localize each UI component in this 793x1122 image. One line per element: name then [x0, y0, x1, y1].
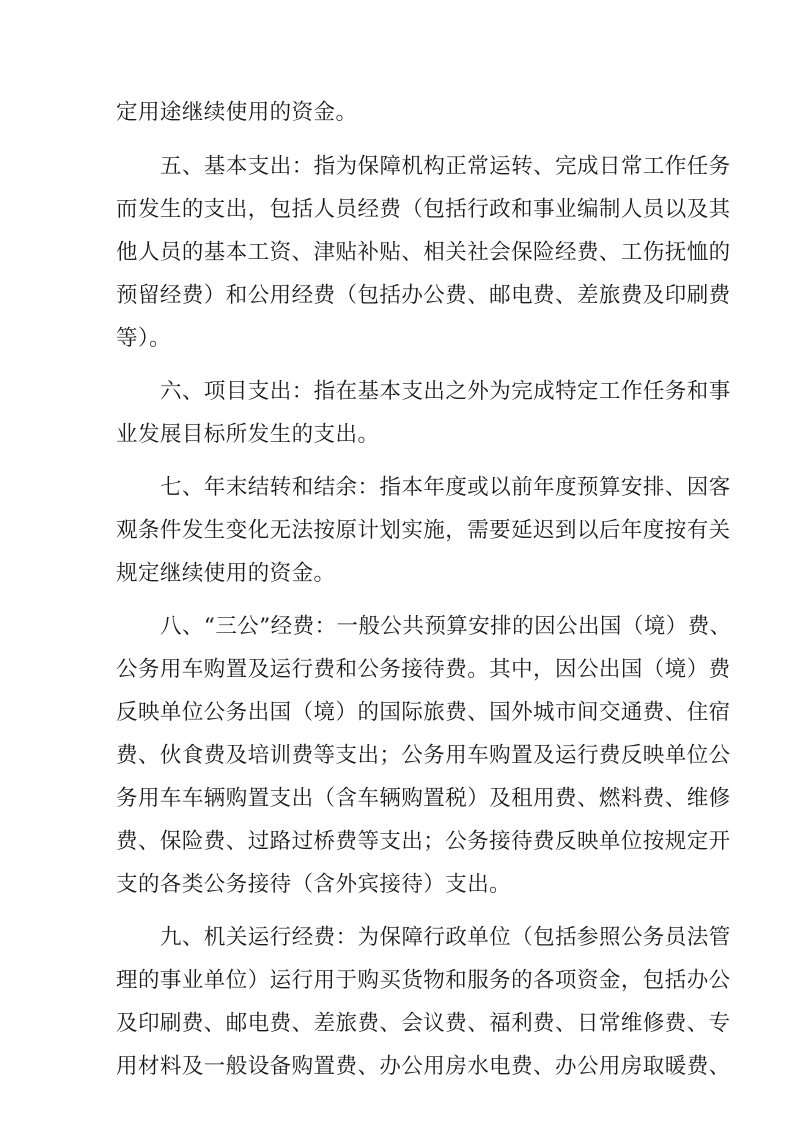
text-line: 费、伙食费及培训费等支出；公务用车购置及运行费反映单位公 — [116, 743, 731, 768]
text-line: 业发展目标所发生的支出。 — [116, 422, 380, 447]
text-line: 规定继续使用的资金。 — [116, 561, 336, 586]
text-line: 八、“三公”经费：一般公共预算安排的因公出国（境）费、 — [160, 614, 732, 639]
text-line: 及印刷费、邮电费、差旅费、会议费、福利费、日常维修费、专 — [116, 1011, 731, 1036]
text-line: 务用车车辆购置支出（含车辆购置税）及租用费、燃料费、维修 — [116, 786, 731, 811]
text-line: 理的事业单位）运行用于购买货物和服务的各项资金，包括办公 — [116, 968, 731, 993]
text-line: 费、保险费、过路过桥费等支出；公务接待费反映单位按规定开 — [116, 829, 731, 854]
text-line: 反映单位公务出国（境）的国际旅费、国外城市间交通费、住宿 — [116, 700, 731, 725]
text-line: 而发生的支出，包括人员经费（包括行政和事业编制人员以及其 — [116, 197, 731, 222]
text-line: 定用途继续使用的资金。 — [116, 100, 358, 125]
text-line: 七、年末结转和结余：指本年度或以前年度预算安排、因客 — [160, 475, 731, 500]
text-line: 九、机关运行经费：为保障行政单位（包括参照公务员法管 — [160, 925, 731, 950]
text-line: 观条件发生变化无法按原计划实施，需要延迟到以后年度按有关 — [116, 518, 731, 543]
text-line: 等）。 — [116, 326, 172, 351]
text-line: 六、项目支出：指在基本支出之外为完成特定工作任务和事 — [160, 379, 731, 404]
text-line: 公务用车购置及运行费和公务接待费。其中，因公出国（境）费 — [116, 657, 731, 682]
text-line: 预留经费）和公用经费（包括办公费、邮电费、差旅费及印刷费 — [116, 283, 731, 308]
text-line: 他人员的基本工资、津贴补贴、相关社会保险经费、工伤抚恤的 — [116, 240, 731, 265]
text-line: 用材料及一般设备购置费、办公用房水电费、办公用房取暖费、 — [116, 1054, 731, 1079]
text-line: 五、基本支出：指为保障机构正常运转、完成日常工作任务 — [160, 154, 731, 179]
text-line: 支的各类公务接待（含外宾接待）支出。 — [116, 872, 512, 897]
